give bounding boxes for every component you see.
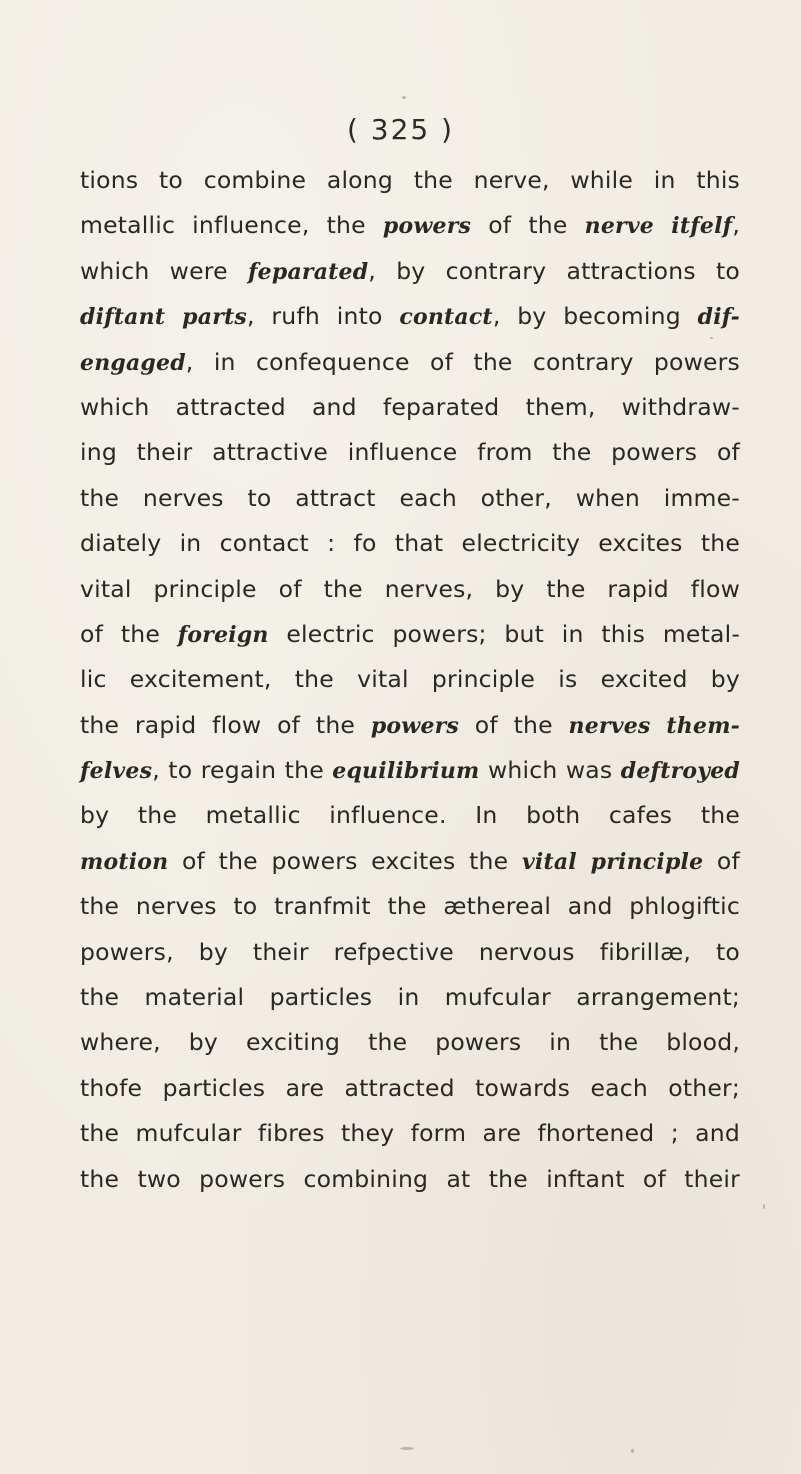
italic-text: deftroyed [620, 758, 740, 785]
page-number: ( 325 ) [346, 113, 455, 146]
text-run: where, by exciting the powers in the blood, [80, 1028, 740, 1057]
text-line [80, 385, 740, 430]
text-line [80, 975, 740, 1020]
text-run: , rufh into [246, 302, 400, 331]
text-line [80, 476, 740, 521]
text-run: which attracted and feparated them, withdraw- [80, 392, 740, 421]
text-line [80, 884, 740, 929]
text-line [80, 612, 740, 657]
text-run: of the [459, 710, 569, 739]
text-run: , by becoming [492, 302, 698, 331]
italic-text: motion [80, 848, 169, 875]
text-run: , to regain the [152, 756, 333, 785]
text-line [80, 703, 740, 748]
text-run: ing their attractive influence from the powers of [80, 438, 740, 467]
text-run: which was [479, 756, 621, 785]
italic-text: nerves them- [568, 712, 740, 739]
text-line [80, 203, 740, 248]
italic-text: vital principle [521, 848, 704, 875]
text-run: tions to combine along the nerve, while in this [80, 166, 740, 194]
text-run: lic excitement, the vital principle is excited by [80, 665, 740, 694]
italic-text: engaged [80, 349, 186, 376]
text-run: the two powers combining at the inftant of their [80, 1164, 740, 1193]
text-run: of the [471, 211, 585, 240]
paper-fleck [400, 1447, 414, 1450]
text-line [80, 1157, 740, 1202]
text-line [80, 430, 740, 475]
text-run: electric powers; but in this metal- [268, 619, 740, 648]
text-run: the nerves to attract each other, when imme- [80, 483, 740, 512]
paper-fleck [710, 337, 713, 339]
text-run: the rapid flow of the [80, 710, 371, 739]
text-line [80, 294, 740, 339]
italic-text: nerve itfelf [584, 213, 733, 240]
text-run: , in confequence of the contrary powers [185, 347, 740, 376]
text-line [80, 521, 740, 566]
italic-text: foreign [177, 621, 269, 648]
italic-text: felves [80, 758, 153, 785]
text-run: , by contrary attractions to [368, 256, 740, 285]
text-run: by the metallic influence. In both cafes the [80, 801, 740, 830]
text-line [80, 1111, 740, 1156]
text-line [80, 748, 740, 793]
text-run: thofe particles are attracted towards each other; [80, 1073, 740, 1102]
text-run: the material particles in mufcular arrangement; [80, 983, 740, 1012]
italic-text: equilibrium [332, 758, 480, 785]
text-line [80, 158, 740, 203]
italic-text: contact [399, 304, 493, 331]
text-run: which were [80, 256, 248, 285]
paper-fleck [402, 96, 406, 99]
text-run: powers, by their refpective nervous fibrillæ, to [80, 937, 740, 966]
text-line [80, 1020, 740, 1065]
text-run: vital principle of the nerves, by the rapid flow [80, 574, 740, 603]
text-run: the nerves to tranfmit the æthereal and phlogiftic [80, 892, 740, 921]
italic-text: diftant parts [80, 304, 247, 331]
text-run: the mufcular fibres they form are fhortened ; and [80, 1119, 740, 1148]
text-line [80, 930, 740, 975]
paper-fleck [631, 1449, 634, 1453]
text-line [80, 340, 740, 385]
text-run: of the powers excites the [168, 846, 522, 875]
text-run: , [732, 211, 740, 240]
body-text [80, 158, 740, 1202]
italic-text: powers [382, 213, 472, 240]
text-run: diately in contact : fo that electricity excites the [80, 529, 740, 558]
text-line [80, 249, 740, 294]
italic-text: dif- [697, 304, 740, 331]
text-line [80, 839, 740, 884]
text-line [80, 657, 740, 702]
italic-text: feparated [248, 258, 369, 285]
text-run: metallic influence, the [80, 211, 383, 240]
text-run: of the [80, 619, 178, 648]
text-run: of [703, 846, 740, 875]
text-line [80, 567, 740, 612]
text-line [80, 793, 740, 838]
italic-text: powers [370, 712, 460, 739]
text-line [80, 1066, 740, 1111]
paper-fleck [763, 1204, 765, 1209]
